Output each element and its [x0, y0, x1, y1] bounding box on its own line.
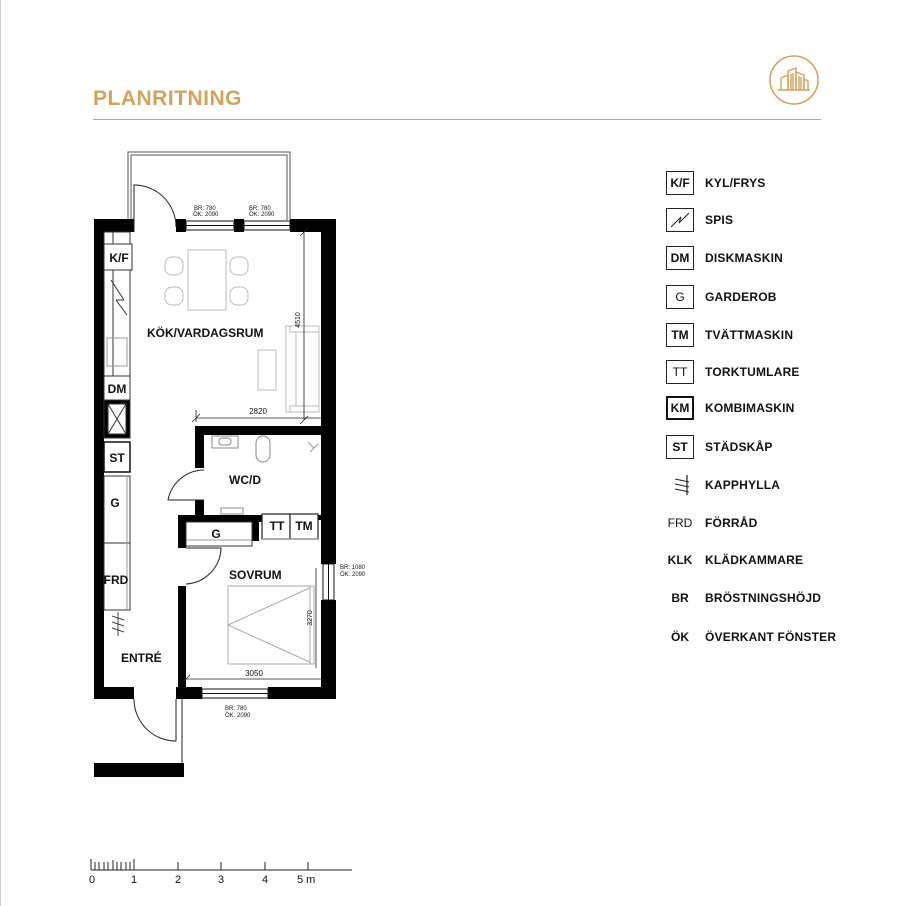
bed	[228, 586, 314, 664]
scale-tick-label: 2	[175, 874, 182, 886]
legend-label: TVÄTTMASKIN	[705, 328, 794, 342]
window-note-ok: ÖK: 2090	[249, 212, 275, 218]
scale-tick-label: 4	[262, 874, 269, 886]
legend-item	[666, 510, 758, 536]
fixture-code-st: ST	[109, 451, 125, 465]
window-note-br: BR: 780	[225, 706, 247, 712]
window-note-ok: ÖK: 2090	[193, 212, 219, 218]
legend-code: TT	[666, 360, 694, 384]
dim-kitchen-height: 4510	[295, 312, 302, 328]
room-label-wc: WC/D	[229, 473, 261, 487]
fixture-code-kf: K/F	[109, 251, 129, 265]
sofa	[258, 326, 319, 412]
legend-label: KAPPHYLLA	[705, 478, 781, 492]
legend-item	[666, 284, 777, 310]
legend-code: K/F	[666, 171, 694, 195]
legend-item	[666, 624, 836, 650]
stove-icon	[666, 208, 694, 232]
room-label-kitchen-living: KÖK/VARDAGSRUM	[147, 326, 264, 340]
legend-item	[666, 434, 773, 460]
legend-code: G	[666, 285, 694, 309]
window-note-br: BR: 780	[249, 206, 271, 212]
dim-kitchen-width: 2820	[249, 407, 267, 416]
fixture-code-g: G	[211, 527, 221, 541]
legend-item	[666, 547, 803, 573]
legend-item	[666, 322, 793, 348]
dim-bedroom-height: 3270	[307, 610, 314, 626]
legend-label: KYL/FRYS	[705, 176, 766, 190]
fixture-code-tm: TM	[295, 519, 313, 533]
fixture-code-frd: FRD	[103, 573, 129, 587]
legend-label: SPIS	[705, 213, 734, 227]
scale-tick-label: 3	[218, 874, 225, 886]
legend-item	[666, 245, 783, 271]
scale-bar	[91, 859, 352, 870]
legend-code: DM	[666, 246, 694, 270]
legend-code: ÖK	[671, 630, 689, 644]
scale-tick-label: 0	[89, 874, 96, 886]
dining-table	[165, 250, 248, 310]
window-note-br: BR: 1080	[340, 565, 366, 571]
legend-label: STÄDSKÅP	[705, 440, 773, 454]
legend-item	[666, 170, 766, 196]
legend-item	[666, 207, 733, 233]
room-label-bedroom: SOVRUM	[229, 568, 282, 582]
legend-item	[666, 472, 780, 498]
legend-label: GARDEROB	[705, 290, 777, 304]
scale-bar-labels	[89, 874, 315, 886]
legend-code: TM	[666, 323, 694, 347]
scale-tick-label: 1	[131, 874, 138, 886]
legend-item	[666, 359, 800, 385]
legend-code: FRD	[667, 516, 693, 530]
legend-code: KLK	[667, 553, 693, 567]
legend-label: ÖVERKANT FÖNSTER	[705, 630, 837, 644]
window-note-ok: ÖK: 2090	[340, 572, 366, 578]
scale-tick-label: 5 m	[297, 874, 316, 886]
room-label-entrance: ENTRÉ	[121, 651, 162, 665]
legend-code: BR	[671, 591, 689, 605]
legend-label: KLÄDKAMMARE	[705, 553, 804, 567]
window-note-br: BR: 780	[194, 206, 216, 212]
coat-rack-icon	[666, 473, 694, 497]
legend-code: ST	[666, 435, 694, 459]
fixture-code-dm: DM	[107, 382, 127, 396]
legend-item	[666, 395, 795, 421]
dim-bedroom-width: 3050	[245, 669, 263, 678]
legend-code: KM	[666, 396, 694, 420]
legend-label: TORKTUMLARE	[705, 365, 800, 379]
legend-item	[666, 585, 821, 611]
fixture-code-g: G	[110, 496, 120, 510]
page-title: PLANRITNING	[93, 87, 242, 110]
bathroom-fixtures	[212, 436, 318, 514]
legend-label: KOMBIMASKIN	[705, 401, 795, 415]
window-note-ok: ÖK: 2090	[225, 713, 251, 719]
legend-label: BRÖSTNINGSHÖJD	[705, 591, 822, 605]
legend-label: FÖRRÅD	[705, 516, 758, 530]
legend-label: DISKMASKIN	[705, 251, 784, 265]
fixture-code-tt: TT	[269, 519, 285, 533]
coat-rack	[112, 612, 124, 636]
